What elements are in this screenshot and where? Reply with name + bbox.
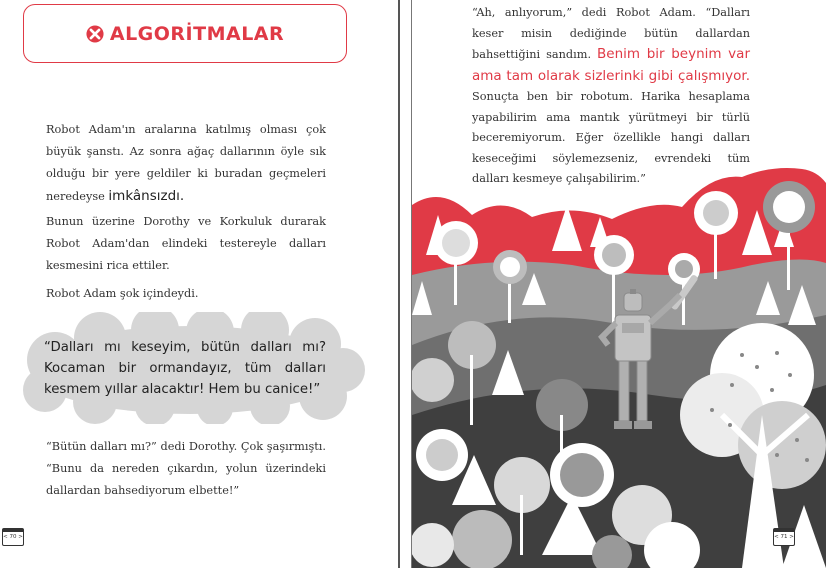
paragraph-2: Bunun üzerine Dorothy ve Korkuluk durarak Robot Adam'dan elindeki testereyle dalları kesmesini rica ettiler. bbox=[46, 215, 326, 272]
left-page bbox=[0, 0, 400, 568]
section-header bbox=[23, 4, 347, 63]
cross-circle-icon bbox=[86, 25, 104, 43]
page-number-left-text: < 70 > bbox=[3, 534, 23, 540]
page-number-right-text: < 71 > bbox=[774, 534, 794, 540]
page-number-right bbox=[773, 528, 795, 546]
book-gutter bbox=[400, 0, 412, 568]
section-title: ALGORİTMALAR bbox=[109, 22, 285, 45]
paragraph-1-emphasis: imkânsızdı. bbox=[108, 188, 185, 204]
right-text-after: Sonuçta ben bir robotum. Harika hesaplama yapabilirim ama mantık yürütmeyi bir türlü beceremiyorum. Eğer özellikle hangi dalları keseceğimi söylemezseniz, evrendeki tüm dalları kesmeye çalışabilirim.” bbox=[472, 90, 750, 185]
right-page bbox=[412, 0, 826, 568]
right-text-before: “Ah, anlıyorum,” dedi Robot Adam. “Dalları keser misin dediğinde bütün dallardan bahsettiğini sandım. bbox=[472, 6, 750, 61]
paragraph-1 bbox=[46, 119, 326, 208]
forest-robot-illustration bbox=[412, 155, 826, 568]
cloud-quote: “Dalları mı keseyim, bütün dalları mı? Kocaman bir ormandayız, tüm dalları kesmem yıllar alacaktır! Hem bu canice!” bbox=[44, 340, 326, 397]
paragraph-4: “Bütün dalları mı?” dedi Dorothy. Çok şaşırmıştı. “Bunu da nereden çıkardın, yolun üzerindeki dallardan bahsediyorum elbette!” bbox=[46, 440, 326, 497]
paragraph-1-text: Robot Adam'ın aralarına katılmış olması çok büyük şanstı. Az sonra ağaç dallarının öyle sık olduğu bir yere geldiler ki buradan geçmeleri neredeyse bbox=[46, 123, 326, 203]
right-text-highlight: Benim bir beynim var ama tam olarak sizlerinki gibi çalışmıyor. bbox=[472, 46, 750, 84]
page-number-left bbox=[2, 528, 24, 546]
paragraph-3: Robot Adam şok içindeydi. bbox=[46, 287, 199, 300]
